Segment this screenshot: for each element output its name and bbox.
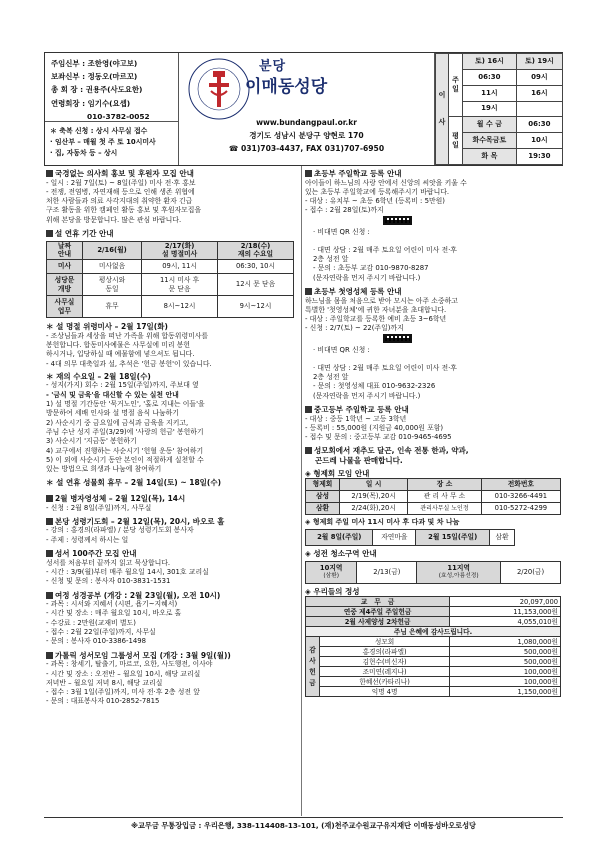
section-title: ＊ 설 연휴 성물회 휴무 – 2월 14일(토) ~ 18일(수) — [46, 478, 222, 488]
checkbox-icon — [305, 170, 312, 177]
section-title: ◈ 형제회 주일 미사 11시 미사 후 다과 및 차 나눔 — [305, 518, 460, 527]
mass-cell — [516, 101, 562, 117]
checkbox-icon — [46, 550, 53, 557]
mass-side-label: 이 사 — [436, 54, 449, 165]
section-body: - 대상 : 중등 1학년 ~ 고등 3학년 - 등록비 : 55,000원 (지원금 40,000원 포함) - 접수 및 문의 : 중고등부 교감 010-9465-4695 — [305, 414, 452, 442]
church-phone: ☎ 031)703-4437, FAX 031)707-6950 — [228, 144, 385, 153]
tea-table: 2월 8일(주일) 자연마을 2월 15일(주일) 삼환 — [305, 529, 515, 546]
weekday-label: 평일 — [449, 117, 463, 165]
section-title: ＊ 재의 수요일 – 2월 18일(수) — [46, 371, 151, 381]
mass-cell: 11시 — [463, 85, 517, 101]
staff-row: 연령회장 : 임기수(요셉) — [51, 98, 131, 108]
checkbox-icon — [46, 518, 53, 525]
section-title: 설 연휴 기간 안내 — [46, 229, 298, 239]
bank-footer: ※교무금 무통장입금 : 우리은행, 338-114408-13-101, (재)천주교수원교구유지재단 이매동성바오로성당 — [44, 817, 563, 830]
left-column — [46, 169, 298, 707]
section-title: 가톨릭 성서모임 그룹성서 모집 (개강 : 3월 9일(월)) — [46, 651, 298, 661]
section-body: - 일시 : 2월 7일(토) ~ 8일(주일) 미사 전·후 홍보 - 전쟁, 전염병, 자연재해 등으로 인해 생존 위협에 처한 사람들과 의료 사각지대의 취약한 환자 긴급 구조 활동을 위한 캠페인 활동 홍보 및 후원자모집을 위해 본당을 방문합니다. 많은 관심 바랍니다. — [46, 178, 202, 224]
bulletin-header — [44, 52, 563, 166]
checkbox-icon — [46, 230, 53, 237]
qr-row: · 비대면 QR 신청 : — [305, 334, 563, 364]
staff-row: 보좌신부 : 정동오(마르꼬) — [51, 72, 138, 82]
section-body: - 성지(가지) 회수 : 2월 15일(주일)까지, 주보대 옆 - '금식 및 금육'을 대신할 수 있는 실천 안내 1) 설 명절 기간동안 '묵거노인', '홀로 지내는 이들'을 방문하여 세배 인사와 설 명절 음식 나눔하기 2) 사순시기 중 금요일에 금식과 금육을 지키고, 주님 수난 성지 주일(3/29)에 '사랑의 헌금' 봉헌하기 3) 사순시기 '지금동' 봉헌하기 4) 교구에서 진행하는 사순시기 '헌혈 운동' 참여하기 5) 이 외에 사순시기 동안 본인이 적절하게 실천할 수 있는 방법으로 희생과 나눔에 참여하기 — [46, 381, 205, 474]
church-logo-icon — [187, 57, 251, 121]
section-title: ◈ 형제회 모임 안내 — [305, 468, 370, 478]
section-body: 아이들이 하느님의 사랑 안에서 신앙의 씨앗을 키울 수 있는 초등부 주일학교에 등록해주시기 바랍니다. - 대상 : 유치부 ~ 초등 6학년 (등록비 : 5만원) - 접수 : 2월 28일(토)까지 — [305, 178, 467, 215]
section-body: · 대면 상담 : 2월 매주 토요일 어린이 미사 전·후 2층 성전 앞 - 문의 : 첫영성체 대표 010-9632-2326 (문자연락을 먼저 주시기 바랍니다.) — [313, 363, 457, 400]
checkbox-icon — [305, 447, 312, 454]
section-body: 하느님을 몸을 처음으로 받아 모시는 아주 소중하고 특별한 '첫영성체'에 귀한 자녀분을 초대합니다. - 대상 : 주일학교를 등록한 예비 초등 3~6학년 - 신청 : 2/7(토) ~ 22(주일)까지 — [305, 296, 458, 333]
checkbox-icon — [46, 592, 53, 599]
section-title: ◈ 우리들의 정성 — [305, 586, 360, 596]
section-body: · 대면 상담 : 2월 매주 토요일 어린이 미사 전·후 2층 성전 앞 - 문의 : 초등부 교감 010-9870-8287 (문자연락을 먼저 주시기 바랍니다.) — [313, 245, 457, 282]
section-body: - 과목 : 창세기, 탈출기, 마르코, 요한, 사도행전, 이사야 - 시간 및 장소 : 오전반 – 월요일 10시, 해당 교리실 저녁반 – 월요일 저녁 8시, 해당 교리실 - 접수 : 3월 1일(주일)까지, 미사 전·후 2층 성전 앞 - 문의 : 대표봉사자 010-2852-7815 — [46, 660, 213, 706]
section-body: - 과목 : 시서와 지혜서 (시편, 욥기~지혜서) - 시간 및 장소 : 매주 월요일 10시, 바오로 홀 - 수강료 : 2만원(교재비 별도) - 접수 : 2월 22일(주일)까지, 사무실 - 문의 : 봉사자 010-3386-1498 — [46, 600, 182, 646]
blessing-notes — [45, 121, 179, 159]
checkbox-icon — [46, 495, 53, 502]
section-body: - 조상님들과 세상을 떠난 가족을 위해 합동위령미사를 봉헌합니다. 합동미사예물은 사무실에 미리 봉헌 하시거나, 입당하실 때 예물함에 넣으셔도 됩니다. - 4대 의무 대축일과 설, 추석은 '헌금 봉헌'이 있습니다. — [46, 331, 212, 368]
section-title: 성모회에서 재추도 달곤, 인속 전통 한과, 약과, — [305, 446, 563, 456]
qr-code-icon[interactable] — [383, 334, 412, 343]
website-link[interactable]: www.bundangpaul.or.kr — [256, 118, 357, 127]
mass-cell: 19:30 — [516, 149, 562, 165]
mass-cell: 화 목 — [463, 149, 517, 165]
holiday-table: 날짜 안내 2/16(월) 2/17(화) 설 명절미사 2/18(수) 재의 수요일 미사 미사없음 09시, 11시 06:30, 10시 성당문 개방 평상시와 동일 11시 미사 후 문 닫음 12시 문 닫음 사무실 업무 휴무 8시~12시 9시~12시 — [46, 241, 294, 318]
section-title: 초등부 주일학교 등록 안내 — [305, 169, 563, 179]
church-title-panel — [179, 53, 434, 165]
mass-cell: 화수목금토 — [463, 133, 517, 149]
section-title: 본당 성령기도회 – 2월 12일(목), 20시, 바오로 홀 — [46, 517, 298, 527]
section-body: - 강의 : 홍경의(라파엘) / 분당 성령기도회 봉사자 - 주제 : 성령께서 하시는 일 — [46, 526, 194, 544]
qr-code-icon[interactable] — [383, 216, 412, 225]
mass-cell: 19시 — [463, 101, 517, 117]
mass-cell: 09시 — [516, 69, 562, 85]
staff-row: 총 회 장 : 권용주(사도요한) — [51, 85, 143, 95]
mass-cell: 월 수 금 — [463, 117, 517, 133]
church-address: 경기도 성남시 분당구 양현로 170 — [249, 131, 364, 140]
church-title-line1: 분당 — [259, 59, 287, 74]
checkbox-icon — [46, 652, 53, 659]
mass-cell: 06:30 — [463, 69, 517, 85]
sunday-label: 주일 — [449, 54, 463, 117]
qr-row: · 비대면 QR 신청 : — [305, 216, 563, 246]
section-title: 중고등부 주일학교 등록 안내 — [305, 405, 563, 415]
mass-cell: 16시 — [516, 85, 562, 101]
cleaning-table: 10지역 (삼환) 2/13(금) 11지역 (효성,아름선경) 2/20(금) — [305, 561, 561, 584]
section-title: 초등부 첫영성체 등록 안내 — [305, 287, 563, 297]
section-body: - 신청 : 2월 8일(주일)까지, 사무실 — [46, 503, 152, 512]
staff-row: 주임신부 : 조한영(야고보) — [51, 59, 138, 68]
section-title: 국경없는 의사회 홍보 및 후원자 모집 안내 — [46, 169, 298, 179]
mass-schedule-table — [435, 53, 563, 165]
section-title: 여정 성경공부 (개강 : 2월 23일(월), 오전 10시) — [46, 591, 298, 601]
rep-phone: 010-3782-0052 — [87, 111, 150, 121]
note-line: · 임산부 – 매월 첫 주 토 10시미사 — [50, 138, 156, 146]
mass-cell: 06:30 — [516, 117, 562, 133]
section-title: ◈ 성전 청소구역 안내 — [305, 549, 377, 559]
staff-panel — [45, 53, 179, 165]
section-title: 2월 병자영성체 – 2월 12일(목), 14시 — [46, 494, 298, 504]
section-title: ＊ 설 명절 위령미사 – 2월 17일(화) — [46, 322, 168, 332]
section-title: 성서 100주간 모집 안내 — [46, 549, 298, 559]
checkbox-icon — [305, 406, 312, 413]
note-line: ＊ 축복 신청 : 상시 사무실 접수 — [50, 127, 148, 135]
mass-cell: 토) 16시 — [463, 54, 517, 70]
mass-cell: 토) 19시 — [516, 54, 562, 70]
right-column — [305, 169, 563, 697]
checkbox-icon — [305, 288, 312, 295]
note-line: · 집, 자동차 등 – 상시 — [50, 149, 118, 157]
mass-cell: 10시 — [516, 133, 562, 149]
offering-table: 교 무 금 20,097,000 연중 제4주일 주일헌금 11,153,000원 2월 사제양성 2차헌금 4,055,010원 주님 은혜에 감사드립니다. 감사헌금 성모회 1,080,000원 홍경의(라파엘) 500,000원 김현수(비신자) 500,000원 조미연(레지나) 100,000원 한혜선(카타리나) 100,000원 익명 4명 1,150,000원 — [305, 596, 561, 697]
church-title-line2: 이매동성당 — [245, 77, 328, 97]
column-divider — [301, 166, 302, 816]
section-body: 성서를 처음부터 끝까지 읽고 묵상합니다. - 시간 : 3/9(월)부터 매주 월요일 14시, 301호 교리실 - 신청 및 문의 : 봉사자 010-3831-1531 — [46, 558, 209, 586]
section-title-cont: 곤드레 나물을 판매합니다. — [315, 456, 403, 466]
brotherhood-table: 형제회 일 시 장 소 전화번호 삼성 2/19(목),20시 관 리 사 무 소 010-3266-4491 삼환 2/24(화),20시 관리사무실 노인정 010-5272-4299 — [305, 478, 561, 515]
mass-schedule — [434, 53, 562, 165]
checkbox-icon — [46, 170, 53, 177]
